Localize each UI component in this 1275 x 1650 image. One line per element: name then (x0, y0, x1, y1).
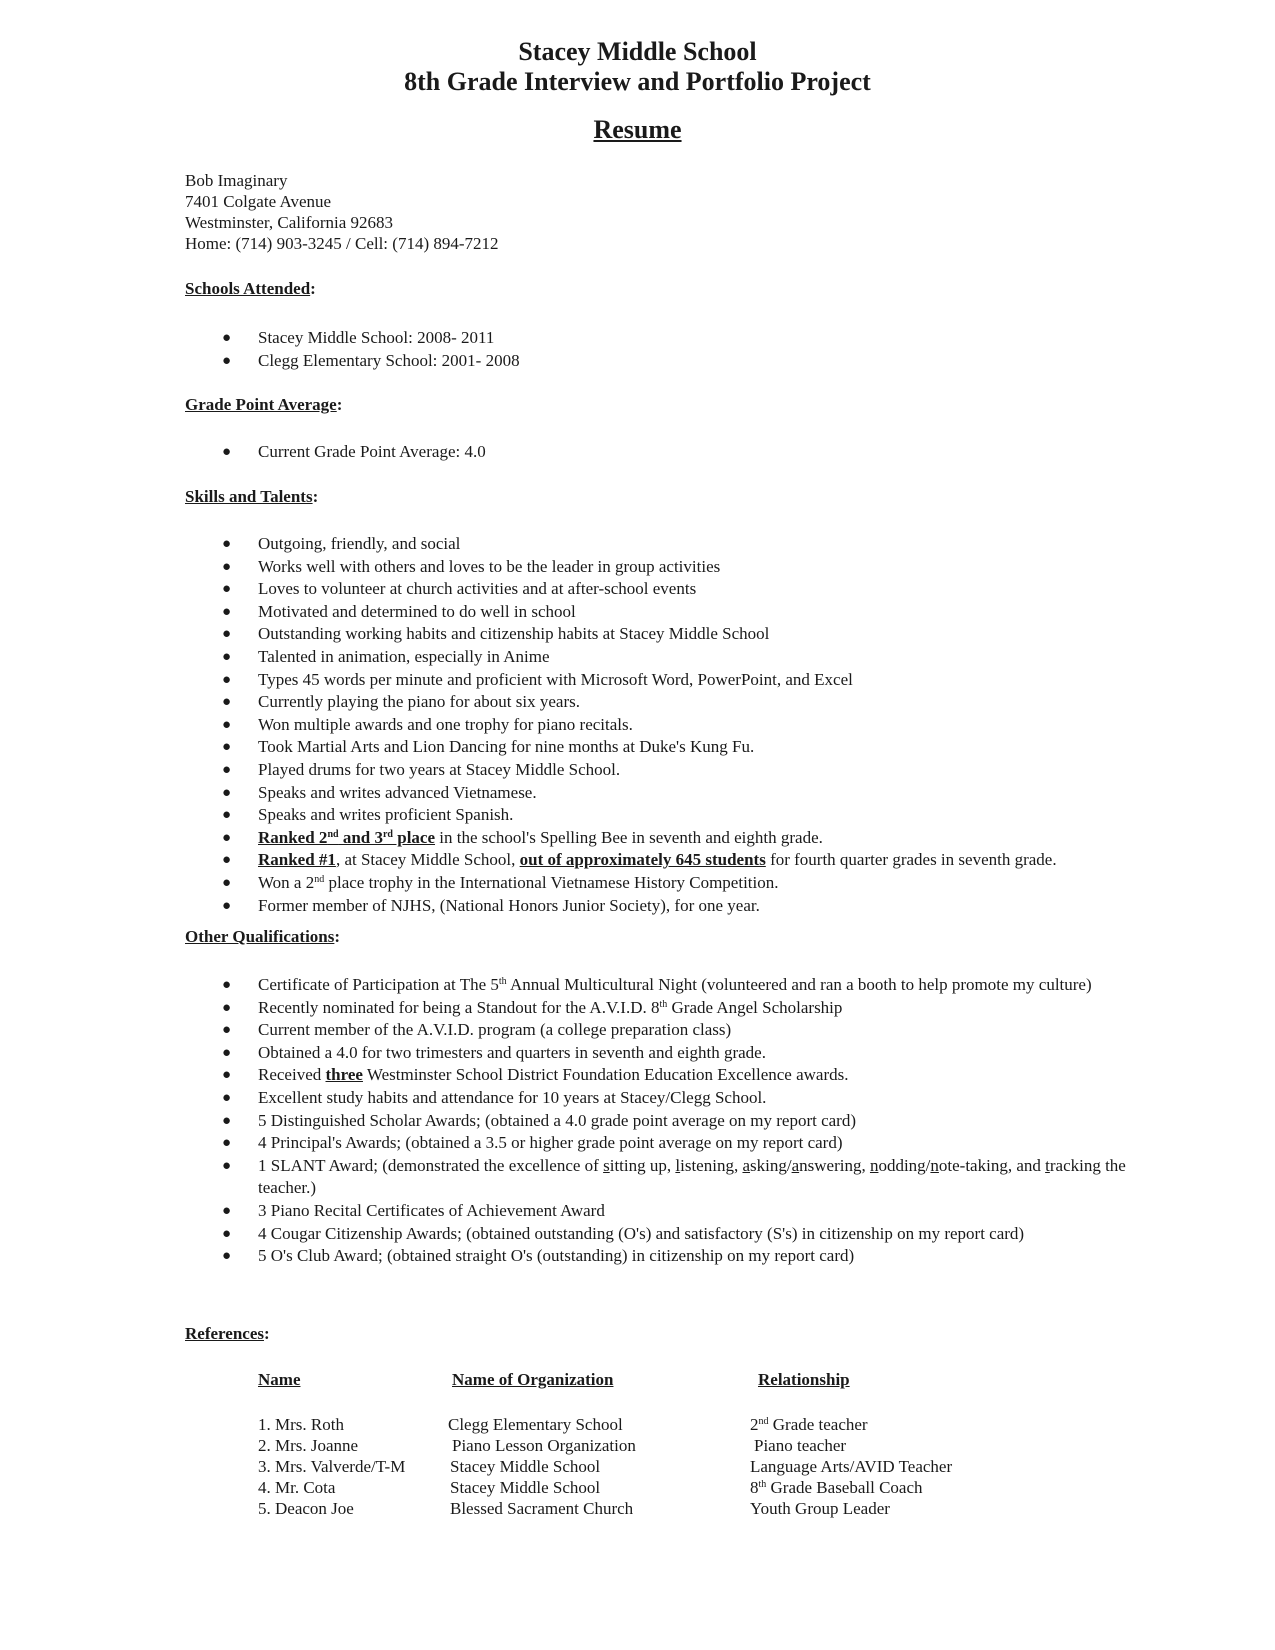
ref-col-org: Name of Organization (452, 1370, 614, 1389)
qualifications-list (0, 974, 1158, 1268)
list-item: ● Received three Westminster School District Foundation Education Excellence awards. (222, 1065, 849, 1085)
ref-name: 5. Deacon Joe (258, 1499, 354, 1518)
ref-col-rel: Relationship (758, 1370, 850, 1389)
ref-name: 3. Mrs. Valverde/T-M (258, 1457, 406, 1476)
gpa-heading: Grade Point Average: (185, 395, 343, 414)
list-item: ● Obtained a 4.0 for two trimesters and quarters in seventh and eighth grade. (222, 1042, 766, 1062)
schools-heading: Schools Attended: (185, 279, 316, 298)
list-item: ● Took Martial Arts and Lion Dancing for nine months at Duke's Kung Fu. (222, 737, 755, 757)
ref-rel: Youth Group Leader (750, 1499, 890, 1518)
list-item: ● Speaks and writes advanced Vietnamese. (222, 782, 537, 802)
history-trophy-item: ● Won a 2nd place trophy in the International Vietnamese History Competition. (222, 872, 779, 892)
contact-phone: Home: (714) 903-3245 / Cell: (714) 894-7212 (185, 234, 499, 253)
list-item: ● Works well with others and loves to be the leader in group activities (222, 556, 721, 576)
list-item: ● Loves to volunteer at church activities and at after-school events (222, 579, 697, 599)
qualifications-heading: Other Qualifications: (185, 927, 341, 946)
list-item: ● Types 45 words per minute and proficient with Microsoft Word, PowerPoint, and Excel (222, 669, 853, 689)
list-item: ● 4 Principal's Awards; (obtained a 3.5 or higher grade point average on my report card) (222, 1133, 843, 1153)
ref-org: Stacey Middle School (450, 1478, 601, 1497)
list-item: ● Certificate of Participation at The 5th Annual Multicultural Night (volunteered and ran a booth to help promote my culture) (222, 975, 1092, 994)
contact-street: 7401 Colgate Avenue (185, 192, 332, 211)
list-item: ● Clegg Elementary School: 2001- 2008 (222, 350, 520, 370)
list-item: ● Motivated and determined to do well in school (222, 601, 576, 621)
ref-rel: 2nd Grade teacher (750, 1415, 868, 1434)
skills-heading: Skills and Talents: (185, 487, 319, 506)
list-item: ● Won multiple awards and one trophy for piano recitals. (222, 714, 633, 734)
ref-rel: Language Arts/AVID Teacher (750, 1457, 953, 1476)
ref-col-name: Name (258, 1370, 301, 1389)
list-item: ● 4 Cougar Citizenship Awards; (obtained outstanding (O's) and satisfactory (S's) in citizenship on my report card) (222, 1223, 1025, 1243)
list-item: ● Talented in animation, especially in Anime (222, 646, 550, 666)
references-heading: References: (185, 1324, 270, 1343)
list-item: ● Recently nominated for being a Standout for the A.V.I.D. 8th Grade Angel Scholarship (222, 997, 843, 1017)
ref-name: 2. Mrs. Joanne (258, 1436, 359, 1455)
list-item: ● 3 Piano Recital Certificates of Achievement Award (222, 1200, 605, 1220)
project-title: 8th Grade Interview and Portfolio Project (404, 67, 871, 96)
schools-list (0, 327, 1158, 372)
ref-name: 4. Mr. Cota (258, 1478, 336, 1497)
list-item: ● Currently playing the piano for about six years. (222, 692, 580, 712)
slant-item: ● 1 SLANT Award; (demonstrated the excellence of sitting up, listening, asking/answering, nodding/note-taking, and tracking the teacher.) (222, 1155, 1126, 1198)
spelling-bee-item: ● Ranked 2nd and 3rd place in the school's Spelling Bee in seventh and eighth grade. (222, 827, 823, 847)
school-title: Stacey Middle School (518, 37, 757, 66)
list-item: ● Current Grade Point Average: 4.0 (222, 442, 486, 461)
contact-name: Bob Imaginary (185, 171, 288, 190)
ref-rel: 8th Grade Baseball Coach (750, 1478, 923, 1497)
ref-org: Piano Lesson Organization (452, 1436, 636, 1455)
ref-name: 1. Mrs. Roth (258, 1415, 344, 1434)
skills-list (0, 533, 1158, 917)
ref-org: Clegg Elementary School (448, 1415, 623, 1434)
njhs-item: ● Former member of NJHS, (National Honors Junior Society), for one year. (222, 895, 760, 915)
gpa-list (0, 441, 1158, 464)
ranked-first-item: ● Ranked #1, at Stacey Middle School, out of approximately 645 students for fourth quarter grades in seventh grade. (222, 850, 1057, 870)
list-item: ● Outstanding working habits and citizenship habits at Stacey Middle School (222, 624, 770, 644)
list-item: ● 5 O's Club Award; (obtained straight O's (outstanding) in citizenship on my report card) (222, 1246, 855, 1266)
ref-org: Stacey Middle School (450, 1457, 601, 1476)
list-item: ● Current member of the A.V.I.D. program (a college preparation class) (222, 1020, 732, 1040)
list-item: ● 5 Distinguished Scholar Awards; (obtained a 4.0 grade point average on my report card) (222, 1110, 856, 1130)
ref-rel: Piano teacher (754, 1436, 847, 1455)
list-item: ● Speaks and writes proficient Spanish. (222, 805, 514, 825)
list-item: ● Excellent study habits and attendance for 10 years at Stacey/Clegg School. (222, 1087, 767, 1107)
ref-org: Blessed Sacrament Church (450, 1499, 634, 1518)
list-item: ● Played drums for two years at Stacey Middle School. (222, 759, 621, 779)
contact-city: Westminster, California 92683 (185, 213, 394, 232)
list-item: ● Stacey Middle School: 2008- 2011 (222, 328, 495, 347)
list-item: ● Outgoing, friendly, and social (222, 534, 461, 553)
resume-heading: Resume (593, 115, 682, 144)
